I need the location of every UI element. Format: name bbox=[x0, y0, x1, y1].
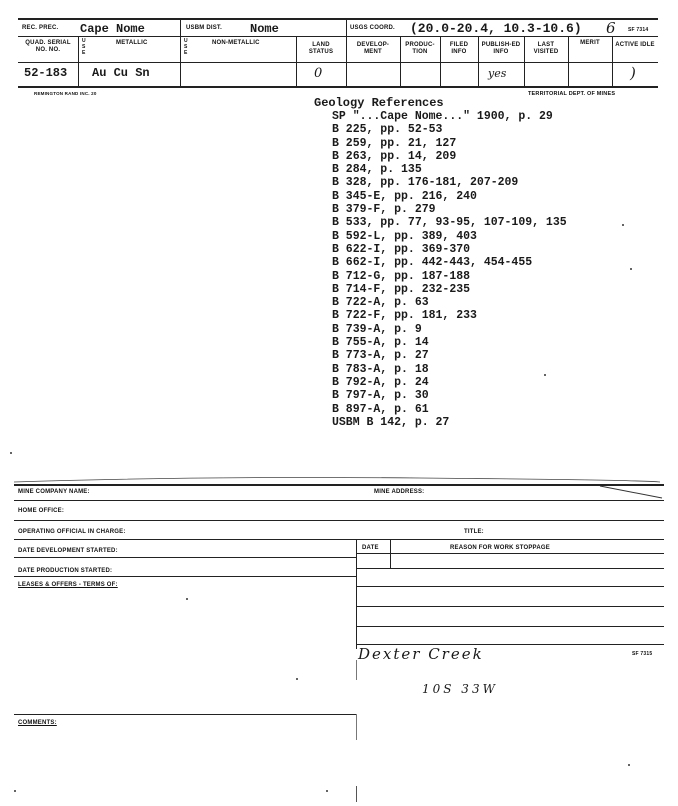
last-visited-label: LAST VISITED bbox=[533, 42, 559, 55]
land-status-label: LAND STATUS bbox=[308, 42, 334, 55]
reference-item: B 592-L, pp. 389, 403 bbox=[332, 229, 477, 243]
reference-item: B 773-A, p. 27 bbox=[332, 349, 429, 363]
header-row1-border bbox=[18, 36, 658, 37]
divider bbox=[356, 539, 357, 649]
reference-item: B 259, pp. 21, 127 bbox=[332, 136, 457, 150]
header-bottom-border bbox=[18, 86, 658, 88]
mine-company-top-border bbox=[14, 484, 664, 486]
reference-item: B 622-I, pp. 369-370 bbox=[332, 242, 471, 256]
reference-item: B 662-I, pp. 442-443, 454-455 bbox=[332, 256, 533, 270]
divider bbox=[568, 36, 569, 86]
reference-item: B 714-F, pp. 232-235 bbox=[332, 282, 471, 296]
home-office-label: HOME OFFICE: bbox=[18, 508, 65, 514]
references-title: Geology References bbox=[314, 96, 444, 110]
dev-row-border bbox=[14, 557, 356, 558]
nonmetallic-label: NON-METALLIC bbox=[212, 40, 260, 46]
metallic-value: Au Cu Sn bbox=[92, 66, 150, 80]
divider bbox=[296, 36, 297, 86]
header-row2-border bbox=[18, 62, 658, 63]
speck bbox=[296, 678, 298, 680]
title-label: TITLE: bbox=[464, 529, 484, 535]
stoppage-row-border bbox=[356, 606, 664, 607]
divider bbox=[356, 786, 357, 802]
land-status-value: 0 bbox=[314, 66, 323, 81]
date-label: DATE bbox=[362, 545, 379, 551]
divider bbox=[612, 36, 613, 86]
printer-imprint: REMINGTON RAND INC. 20 bbox=[34, 91, 97, 96]
published-info-value: yes bbox=[488, 67, 507, 80]
reference-item: B 533, pp. 77, 93-95, 107-109, 135 bbox=[332, 216, 567, 230]
reference-item: B 284, p. 135 bbox=[332, 163, 422, 177]
reference-item: B 263, pp. 14, 209 bbox=[332, 149, 457, 163]
reference-item: B 722-A, p. 63 bbox=[332, 296, 429, 310]
speck bbox=[10, 452, 12, 454]
divider bbox=[356, 714, 357, 740]
territorial-label: TERRITORIAL DEPT. OF MINES bbox=[528, 91, 616, 97]
reference-item: B 797-A, p. 30 bbox=[332, 389, 429, 403]
speck bbox=[326, 790, 328, 792]
mine-address-label: MINE ADDRESS: bbox=[374, 489, 425, 495]
quad-serial-label: QUAD. SERIAL NO. NO. bbox=[25, 40, 71, 53]
form-number-top: SF 7314 bbox=[628, 27, 649, 33]
comments-label: COMMENTS: bbox=[18, 720, 57, 726]
reason-label: REASON FOR WORK STOPPAGE bbox=[450, 545, 550, 551]
divider bbox=[78, 36, 79, 86]
reference-item: USBM B 142, p. 27 bbox=[332, 415, 450, 429]
stoppage-header-border bbox=[356, 553, 664, 554]
rec-prec-label: REC. PREC. bbox=[22, 25, 59, 31]
speck bbox=[630, 268, 632, 270]
mine-company-label: MINE COMPANY NAME: bbox=[18, 489, 90, 495]
leases-label: LEASES & OFFERS - TERMS OF: bbox=[18, 582, 118, 588]
published-info-label: PUBLISH-ED INFO bbox=[481, 42, 521, 55]
references-list bbox=[332, 110, 567, 429]
divider bbox=[390, 539, 391, 569]
divider bbox=[524, 36, 525, 86]
speck bbox=[186, 598, 188, 600]
stoppage-row-border bbox=[356, 568, 664, 569]
reference-item: B 792-A, p. 24 bbox=[332, 375, 429, 389]
reference-item: B 328, pp. 176-181, 207-209 bbox=[332, 176, 519, 190]
form-number-bottom: SF 7315 bbox=[632, 651, 653, 657]
divider bbox=[356, 660, 357, 680]
operating-official-label: OPERATING OFFICIAL IN CHARGE: bbox=[18, 529, 126, 535]
handwritten-place: Dexter Creek bbox=[358, 645, 484, 663]
reference-item: B 739-A, p. 9 bbox=[332, 322, 422, 336]
divider bbox=[478, 36, 479, 86]
reference-item: B 345-E, pp. 216, 240 bbox=[332, 189, 477, 203]
use-code-label: U S E bbox=[184, 38, 188, 56]
speck bbox=[628, 764, 630, 766]
speck bbox=[622, 224, 624, 226]
comments-border bbox=[14, 714, 356, 715]
divider bbox=[400, 36, 401, 86]
quad-serial-value: 52-183 bbox=[24, 66, 68, 80]
reference-item: B 755-A, p. 14 bbox=[332, 336, 429, 350]
usgs-coord-label: USGS COORD. bbox=[350, 25, 395, 31]
stoppage-row-border bbox=[356, 626, 664, 627]
divider bbox=[346, 18, 347, 86]
active-idle-label: ACTIVE IDLE bbox=[615, 42, 655, 48]
reference-item: SP "...Cape Nome..." 1900, p. 29 bbox=[332, 110, 553, 123]
usbm-dist-label: USBM DIST. bbox=[186, 25, 223, 31]
prod-row-border bbox=[14, 576, 356, 577]
reference-item: B 783-A, p. 18 bbox=[332, 362, 429, 376]
usbm-dist-value: Nome bbox=[250, 22, 279, 36]
divider bbox=[440, 36, 441, 86]
home-office-row-border bbox=[14, 520, 664, 521]
reference-item: B 225, pp. 52-53 bbox=[332, 123, 443, 137]
stoppage-row-border bbox=[356, 586, 664, 587]
dev-started-label: DATE DEVELOPMENT STARTED: bbox=[18, 548, 118, 554]
usgs-coord-value: (20.0-20.4, 10.3-10.6) bbox=[410, 21, 582, 36]
speck bbox=[14, 790, 16, 792]
rec-prec-value: Cape Nome bbox=[80, 22, 145, 36]
development-label: DEVELOP-MENT bbox=[356, 42, 390, 55]
production-label: PRODUC-TION bbox=[405, 42, 435, 55]
official-row-border bbox=[14, 539, 664, 540]
reference-item: B 712-G, pp. 187-188 bbox=[332, 269, 471, 283]
handwritten-coord: 10S 33W bbox=[422, 682, 498, 696]
use-code-label: U S E bbox=[82, 38, 86, 56]
reference-item: B 722-F, pp. 181, 233 bbox=[332, 309, 477, 323]
merit-label: MERIT bbox=[580, 40, 600, 46]
active-idle-value: ) bbox=[630, 64, 636, 82]
reference-item: B 897-A, p. 61 bbox=[332, 402, 429, 416]
filed-info-label: FILED INFO bbox=[449, 42, 469, 55]
prod-started-label: DATE PRODUCTION STARTED: bbox=[18, 568, 113, 574]
mine-company-row-border bbox=[14, 500, 664, 501]
speck bbox=[544, 374, 546, 376]
divider bbox=[180, 18, 181, 86]
corner-mark: 6 bbox=[606, 19, 616, 37]
reference-item: B 379-F, p. 279 bbox=[332, 203, 436, 217]
metallic-label: METALLIC bbox=[116, 40, 148, 46]
header-top-border bbox=[18, 18, 658, 20]
